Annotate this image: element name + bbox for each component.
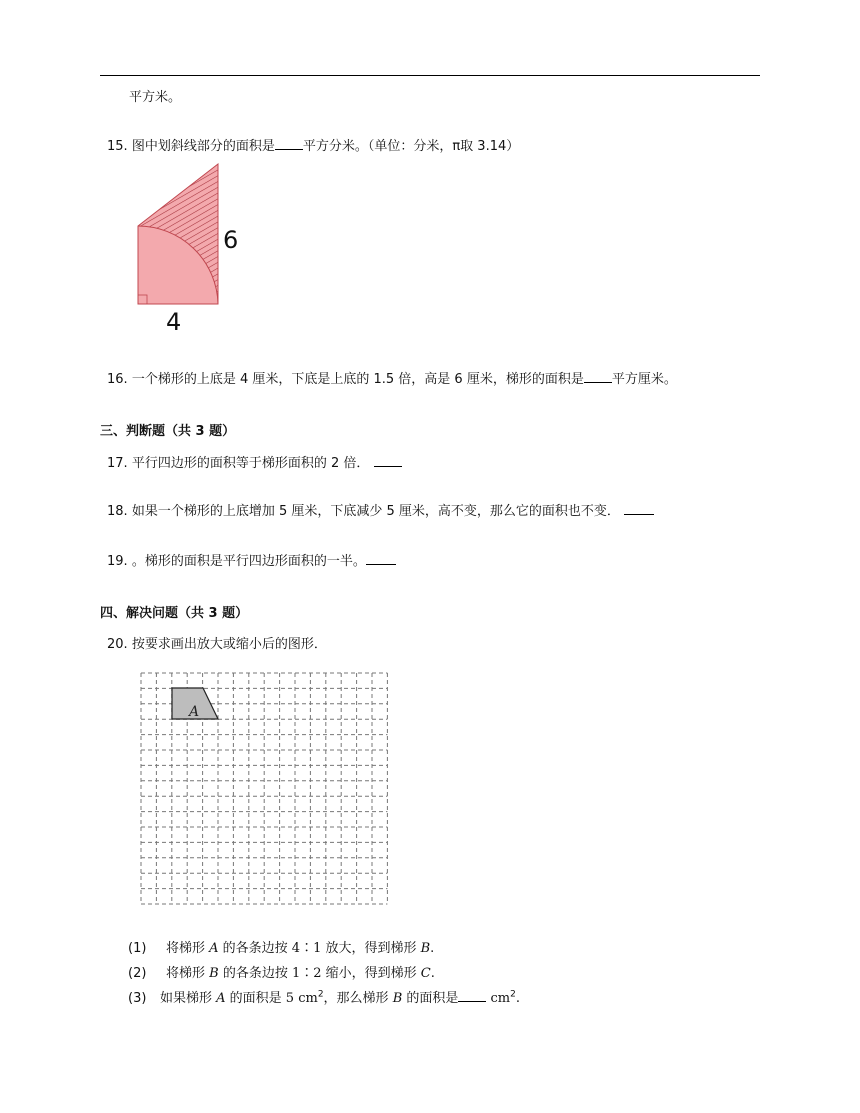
answer-blank[interactable] <box>275 137 303 150</box>
sub-text: . <box>515 991 521 1006</box>
subquestion-1 <box>128 937 434 956</box>
dashed-grid[interactable] <box>138 670 394 912</box>
question-text: 图中划斜线部分的面积是 <box>131 139 275 154</box>
question-number: 15. <box>107 139 128 154</box>
question-number: 17. <box>107 456 128 471</box>
var-b: B <box>209 966 219 981</box>
answer-blank[interactable] <box>584 370 612 383</box>
question-20 <box>107 633 327 652</box>
question-text-tail: 平方厘米。 <box>611 372 677 387</box>
question-18 <box>107 500 654 519</box>
sub-text: 的面积是 <box>402 991 459 1006</box>
var-a: A <box>216 991 226 1006</box>
sub-text: 的各条边按 1∶2 缩小，得到梯形 <box>218 966 421 981</box>
sub-text: . <box>430 941 435 956</box>
answer-blank[interactable] <box>366 552 396 565</box>
answer-blank[interactable] <box>458 989 486 1002</box>
unit: cm <box>486 991 511 1006</box>
section-title: 四、解决问题（共 3 题） <box>100 606 249 621</box>
sub-text: 如果梯形 <box>160 991 217 1006</box>
sub-text: 的面积是 5 cm <box>225 991 318 1006</box>
sub-number: (3) <box>128 991 147 1006</box>
sub-number: (2) <box>128 966 147 981</box>
side-label: 6 <box>223 226 239 254</box>
answer-blank[interactable] <box>624 502 654 515</box>
question-text: 。梯形的面积是平行四边形面积的一半。 <box>131 554 366 569</box>
var-b: B <box>392 991 403 1006</box>
question-number: 18. <box>107 504 128 519</box>
question-number: 20. <box>107 637 128 652</box>
header-rule <box>100 75 760 76</box>
question-19 <box>107 550 396 569</box>
sub-text: ，那么梯形 <box>323 991 393 1006</box>
var-c: C <box>420 966 431 981</box>
bottom-label: 4 <box>166 308 182 336</box>
question-text: 按要求画出放大或缩小后的图形． <box>131 637 327 652</box>
var-a: A <box>209 941 219 956</box>
question-text: 一个梯形的上底是 4 厘米，下底是上底的 1.5 倍，高是 6 厘米，梯形的面积是 <box>131 372 584 387</box>
question-text: 平行四边形的面积等于梯形面积的 2 倍． <box>131 456 370 471</box>
sub-number: (1) <box>128 941 147 956</box>
sub-text: 将梯形 <box>166 966 210 981</box>
question-number: 19. <box>107 554 128 569</box>
continuation-text: 平方米。 <box>129 90 182 105</box>
sub-text: . <box>430 966 435 981</box>
section-title: 三、判断题（共 3 题） <box>100 424 236 439</box>
subquestion-2 <box>128 962 435 981</box>
question-17 <box>107 452 402 471</box>
question-16 <box>107 368 677 387</box>
answer-blank[interactable] <box>374 454 402 467</box>
trapezoid-label: A <box>189 704 200 720</box>
question-text-tail: 平方分米。（单位：分米，π取 3.14） <box>302 139 520 154</box>
subquestion-3 <box>128 987 520 1006</box>
superscript: 2 <box>510 989 516 1000</box>
question-15 <box>107 135 519 154</box>
question-text: 如果一个梯形的上底增加 5 厘米，下底减少 5 厘米，高不变，那么它的面积也不变． <box>131 504 620 519</box>
var-b: B <box>420 941 431 956</box>
question-number: 16. <box>107 372 128 387</box>
sub-text: 将梯形 <box>166 941 210 956</box>
hatched-figure <box>128 158 248 338</box>
superscript: 2 <box>317 989 324 1000</box>
sub-text: 的各条边按 4∶1 放大，得到梯形 <box>218 941 421 956</box>
